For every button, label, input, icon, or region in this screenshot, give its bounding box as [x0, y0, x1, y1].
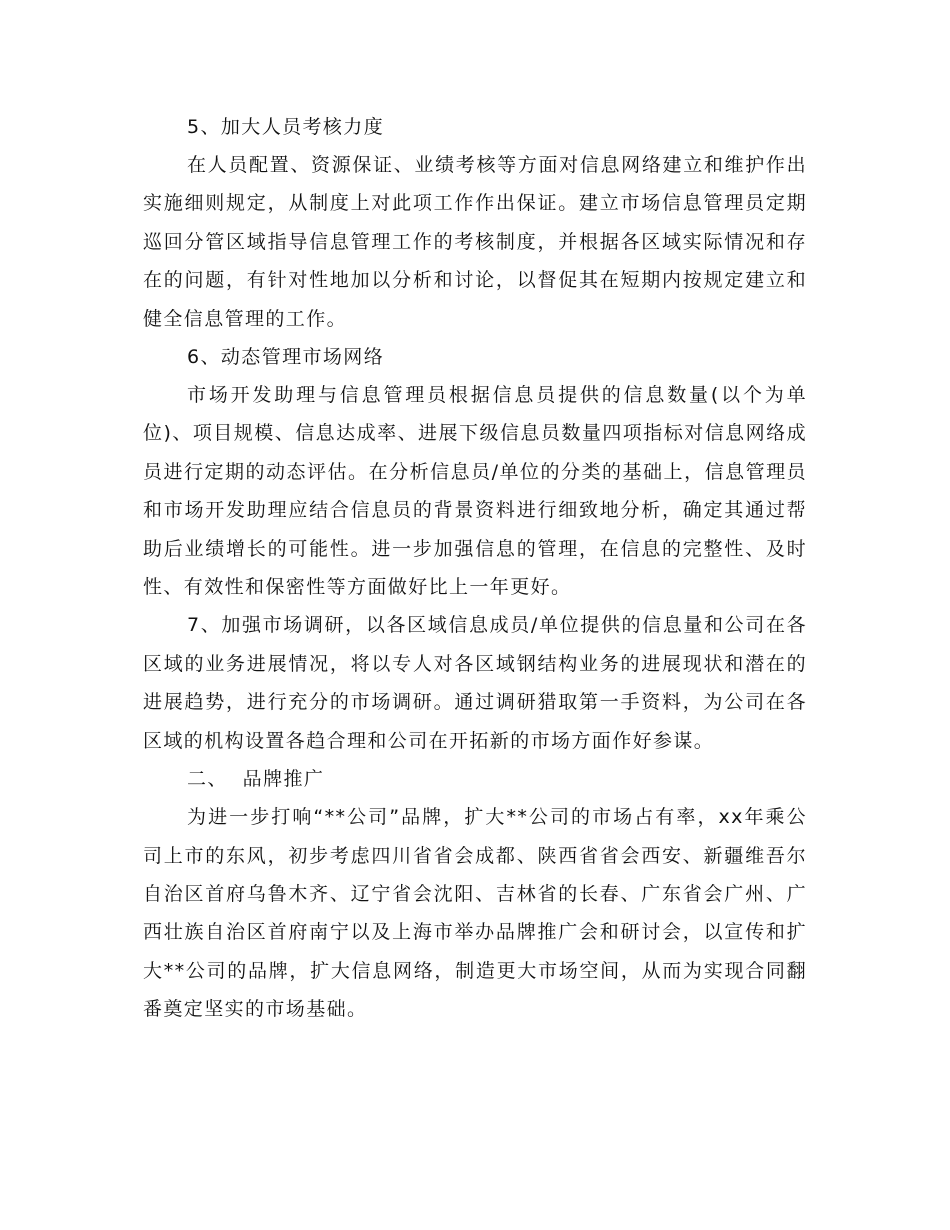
section-heading-personnel-assessment: 5、加大人员考核力度 — [187, 116, 385, 138]
paragraph-brand-promotion: 为进一步打响“**公司”品牌，扩大**公司的市场占有率，xx年乘公司上市的东风，初步考虑四川省省会成都、陕西省省会西安、新疆维吾尔自治区首府乌鲁木齐、辽宁省会沈阳、吉林省的长春、广东省会广州、广西壮族自治区首府南宁以及上海市举办品牌推广会和研讨会，以宣传和扩大**公司的品牌，扩大信息网络，制造更大市场空间，从而为实现合同翻番奠定坚实的市场基础。 — [143, 806, 807, 1021]
section-heading-dynamic-network-management: 6、动态管理市场网络 — [187, 346, 385, 369]
section-heading-brand-promotion: 二、 品牌推广 — [187, 768, 325, 791]
document-body — [143, 108, 807, 1029]
paragraph-personnel-assessment: 在人员配置、资源保证、业绩考核等方面对信息网络建立和维护作出实施细则规定，从制度上对此项工作作出保证。建立市场信息管理员定期巡回分管区域指导信息管理工作的考核制度，并根据各区域实际情况和存在的问题，有针对性地加以分析和讨论，以督促其在短期内按规定建立和健全信息管理的工作。 — [143, 154, 807, 330]
paragraph-dynamic-network-management: 市场开发助理与信息管理员根据信息员提供的信息数量(以个为单位)、项目规模、信息达成率、进展下级信息员数量四项指标对信息网络成员进行定期的动态评估。在分析信息员/单位的分类的基础上，信息管理员和市场开发助理应结合信息员的背景资料进行细致地分析，确定其通过帮助后业绩增长的可能性。进一步加强信息的管理，在信息的完整性、及时性、有效性和保密性等方面做好比上一年更好。 — [143, 384, 807, 599]
paragraph-market-research: 7、加强市场调研，以各区域信息成员/单位提供的信息量和公司在各区域的业务进展情况，将以专人对各区域钢结构业务的进展现状和潜在的进展趋势，进行充分的市场调研。通过调研猎取第一手资料，为公司在各区域的机构设置各趋合理和公司在开拓新的市场方面作好参谋。 — [143, 614, 807, 752]
